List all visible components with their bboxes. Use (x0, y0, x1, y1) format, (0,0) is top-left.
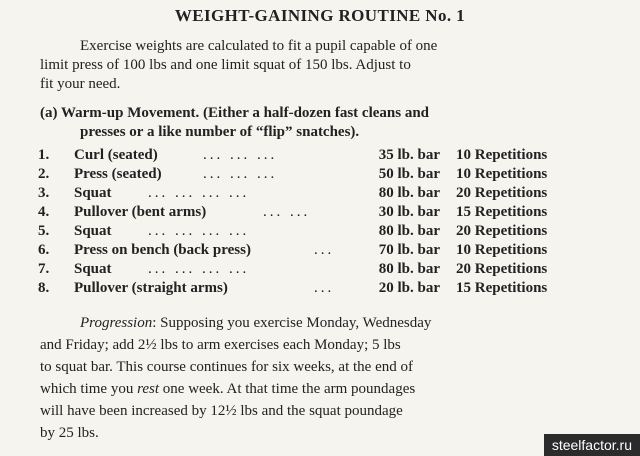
rest-emphasis: rest (137, 381, 160, 397)
intro-line: limit press of 100 lbs and one limit squat of 150 lbs. Adjust to (40, 57, 411, 73)
exercise-name: Pullover (straight arms) (74, 280, 228, 296)
exercise-reps: 15 Repetitions (456, 204, 548, 220)
exercise-row (38, 203, 598, 222)
exercise-number: 3. (38, 185, 50, 201)
exercise-weight: 80 lb. bar (378, 223, 440, 239)
progression-text: : Supposing you exercise Monday, Wednesday (152, 315, 432, 331)
intro-paragraph (40, 37, 580, 94)
exercise-row (38, 146, 598, 165)
progression-line (40, 312, 580, 334)
exercise-reps: 10 Repetitions (456, 242, 548, 258)
leader-dots: ... ... ... (203, 147, 278, 163)
exercise-reps: 15 Repetitions (456, 280, 548, 296)
exercise-list (38, 146, 598, 298)
exercise-row (38, 260, 598, 279)
warmup-line: (a) Warm-up Movement. (Either a half-dozen fast cleans and (40, 105, 430, 121)
leader-dots: ... (314, 242, 335, 258)
exercise-name: Squat (74, 185, 112, 201)
progression-line: and Friday; add 2½ lbs to arm exercises each Monday; 5 lbs (40, 337, 401, 353)
leader-dots: ... ... (263, 204, 311, 220)
exercise-number: 4. (38, 204, 50, 220)
progression-text: one week. At that time the arm poundages (159, 381, 416, 397)
exercise-name: Curl (seated) (74, 147, 158, 163)
exercise-weight: 30 lb. bar (378, 204, 440, 220)
intro-line: Exercise weights are calculated to fit a pupil capable of one (80, 38, 438, 54)
progression-paragraph (40, 312, 580, 444)
warmup-heading (40, 104, 600, 142)
progression-line: to squat bar. This course continues for six weeks, at the end of (40, 359, 413, 375)
exercise-reps: 10 Repetitions (456, 147, 548, 163)
leader-dots: ... ... ... ... (148, 261, 250, 277)
exercise-weight: 80 lb. bar (378, 185, 440, 201)
exercise-row (38, 241, 598, 260)
exercise-number: 5. (38, 223, 50, 239)
exercise-reps: 10 Repetitions (456, 166, 548, 182)
intro-line: fit your need. (40, 76, 121, 92)
exercise-number: 8. (38, 280, 50, 296)
exercise-number: 2. (38, 166, 50, 182)
leader-dots: ... (314, 280, 335, 296)
exercise-name: Pullover (bent arms) (74, 204, 207, 220)
leader-dots: ... ... ... ... (148, 223, 250, 239)
warmup-line: presses or a like number of “flip” snatches). (80, 124, 360, 140)
progression-label: Progression (80, 315, 153, 331)
exercise-reps: 20 Repetitions (456, 261, 548, 277)
exercise-weight: 20 lb. bar (378, 280, 440, 296)
leader-dots: ... ... ... ... (148, 185, 250, 201)
exercise-weight: 80 lb. bar (378, 261, 440, 277)
exercise-row (38, 222, 598, 241)
exercise-weight: 35 lb. bar (378, 147, 440, 163)
exercise-weight: 70 lb. bar (378, 242, 440, 258)
progression-line (40, 378, 580, 400)
exercise-row (38, 279, 598, 298)
progression-line: will have been increased by 12½ lbs and the squat poundage (40, 403, 403, 419)
exercise-name: Squat (74, 261, 112, 277)
exercise-weight: 50 lb. bar (378, 166, 440, 182)
progression-line: by 25 lbs. (40, 425, 99, 441)
exercise-reps: 20 Repetitions (456, 185, 548, 201)
exercise-number: 1. (38, 147, 50, 163)
leader-dots: ... ... ... (203, 166, 278, 182)
watermark-label: steelfactor.ru (544, 434, 640, 456)
exercise-name: Press (seated) (74, 166, 162, 182)
exercise-number: 7. (38, 261, 50, 277)
exercise-number: 6. (38, 242, 50, 258)
exercise-name: Squat (74, 223, 112, 239)
exercise-row (38, 165, 598, 184)
page-title: WEIGHT-GAINING ROUTINE No. 1 (174, 6, 466, 25)
progression-text: which time you (40, 381, 138, 397)
exercise-row (38, 184, 598, 203)
exercise-name: Press on bench (back press) (74, 242, 251, 258)
exercise-reps: 20 Repetitions (456, 223, 548, 239)
